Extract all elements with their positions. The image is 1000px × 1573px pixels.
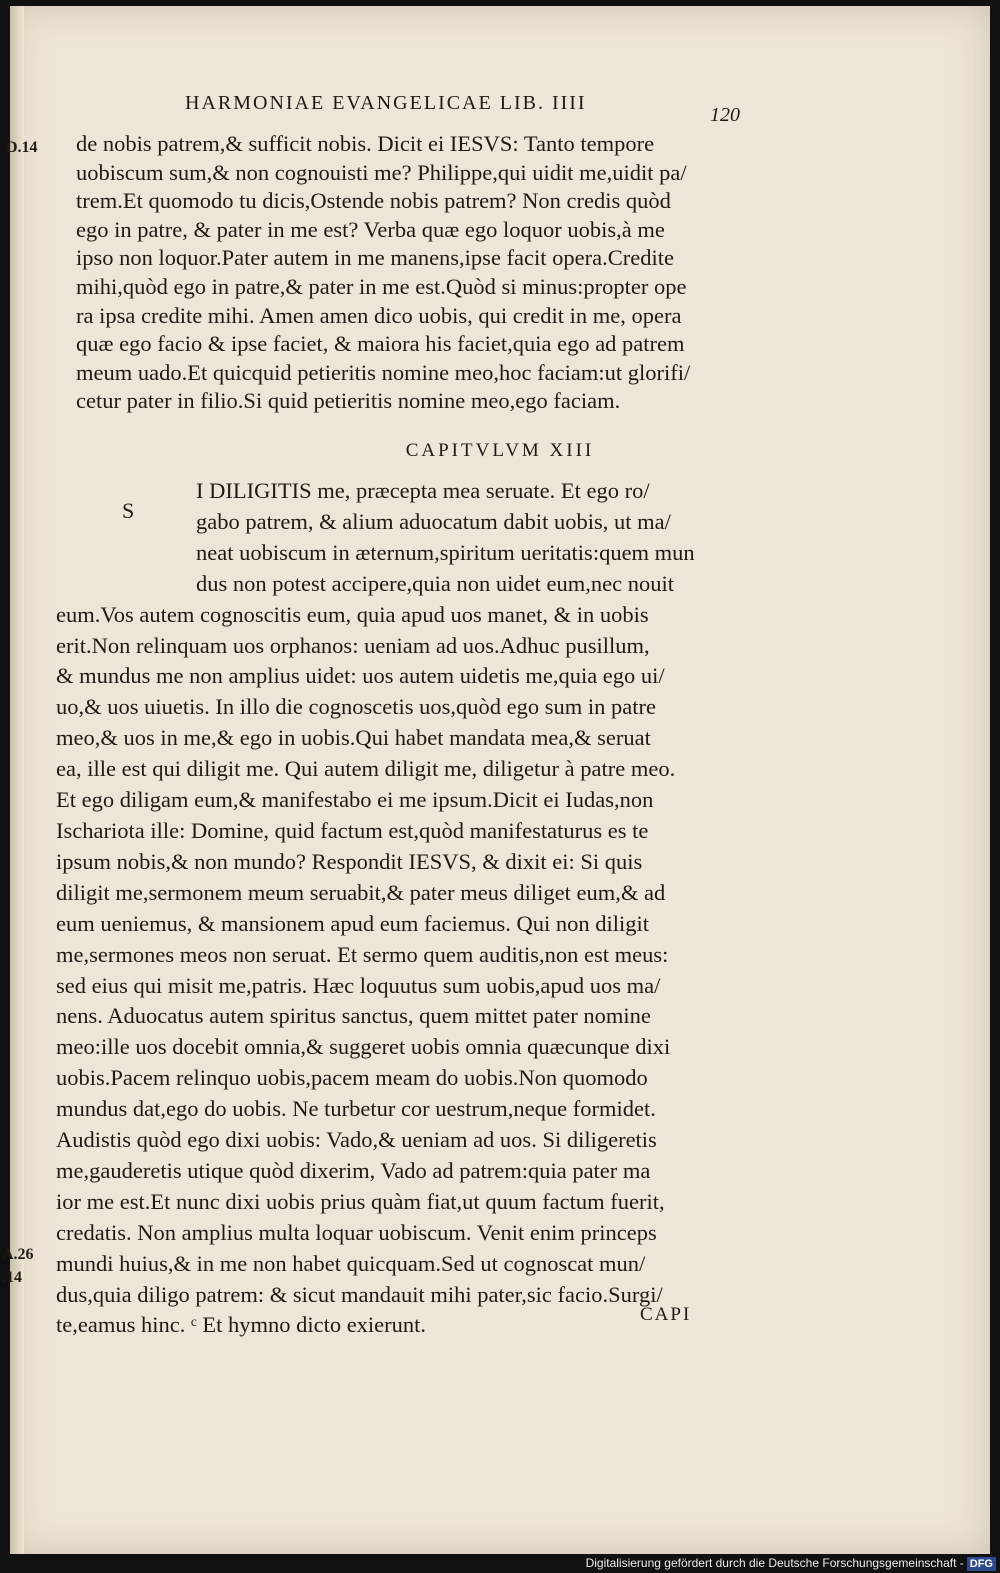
text-line: sed eius qui misit me,patris. Hæc loquutus sum uobis,apud uos ma/: [56, 972, 661, 998]
text-line: ipsum nobis,& non mundo? Respondit IESVS, & dixit ei: Si quis: [56, 848, 643, 874]
text-line: de nobis patrem,& sufficit nobis. Dicit ei IESVS: Tanto tempore: [76, 131, 655, 156]
text-line: cetur pater in filio.Si quid petieritis nomine meo,ego faciam.: [76, 388, 621, 414]
text-line: ra ipsa credite mihi. Amen amen dico uobis, qui credit in me, opera: [76, 302, 682, 328]
text-line: & mundus me non amplius uidet: uos autem uidetis me,quia ego ui/: [56, 663, 665, 689]
text-line: dus,quia diligo patrem: & sicut mandauit mihi pater,sic facio.Surgi/: [56, 1281, 663, 1307]
page-number: 120: [710, 104, 740, 126]
catchword: CAPI: [640, 1304, 692, 1325]
text-line: neat uobiscum in æternum,spiritum ueritatis:quem mun: [196, 539, 695, 565]
text-line: erit.Non relinquam uos orphanos: ueniam ad uos.Adhuc pusillum,: [56, 632, 650, 658]
text-line: me,gauderetis utique quòd dixerim, Vado ad patrem:quia pater ma: [56, 1157, 651, 1183]
text-line: mundi huius,& in me non habet quicquam.Sed ut cognoscat mun/: [56, 1250, 646, 1276]
text-line: quæ ego facio & ipse faciet, & maiora his faciet,quia ego ad patrem: [76, 331, 685, 357]
text-line: diligit me,sermonem meum seruabit,& pater meus diliget eum,& ad: [56, 879, 666, 905]
text-line: mihi,quòd ego in patre,& pater in me est.Quòd si minus:propter ope: [76, 273, 687, 299]
book-page: [2, 6, 990, 1554]
footer-text: Digitalisierung gefördert durch die Deutsche Forschungsgemeinschaft -: [585, 1556, 964, 1570]
text-line: meo:ille uos docebit omnia,& suggeret uobis omnia quæcunque dixi: [56, 1034, 671, 1060]
margin-note-top: D.14: [6, 139, 38, 156]
text-line: ego in patre, & pater in me est? Verba quæ ego loquor uobis,à me: [76, 216, 665, 242]
text-line: gabo patrem, & alium aduocatum dabit uobis, ut ma/: [196, 508, 671, 534]
text-line: uo,& uos uiuetis. In illo die cognoscetis uos,quòd ego sum in patre: [56, 694, 656, 720]
text-line: meum uado.Et quicquid petieritis nomine meo,hoc faciam:ut glorifi/: [76, 359, 691, 385]
text-line: uobiscum sum,& non cognouisti me? Philippe,qui uidit me,uidit pa/: [76, 159, 687, 185]
text-line: I DILIGITIS me, præcepta mea seruate. Et ego ro/: [196, 478, 650, 503]
running-head: HARMONIAE EVANGELICAE LIB. IIII: [185, 92, 587, 114]
text-line: me,sermones meos non seruat. Et sermo quem auditis,non est meus:: [56, 941, 669, 967]
text-line: mundus dat,ego do uobis. Ne turbetur cor uestrum,neque formidet.: [56, 1096, 656, 1122]
drop-initial: S: [122, 498, 135, 523]
text-line: Ischariota ille: Domine, quid factum est,quòd manifestaturus es te: [56, 817, 649, 843]
text-line: uobis.Pacem relinquo uobis,pacem meam do uobis.Non quomodo: [56, 1065, 648, 1091]
text-line: dus non potest accipere,quia non uidet eum,nec nouit: [196, 570, 674, 596]
chapter-heading: CAPITVLVM XIII: [405, 440, 595, 461]
text-line: eum ueniemus, & mansionem apud eum faciemus. Qui non diligit: [56, 910, 650, 936]
text-line: Audistis quòd ego dixi uobis: Vado,& ueniam ad uos. Si diligeretis: [56, 1127, 657, 1153]
text-line: te,eamus hinc. ᶜ Et hymno dicto exierunt.: [56, 1312, 427, 1338]
text-line: trem.Et quomodo tu dicis,Ostende nobis patrem? Non credis quòd: [76, 188, 671, 214]
page-gutter-shadow: [10, 6, 24, 1554]
margin-note-bottom-1: A.26: [2, 1246, 34, 1263]
text-line: meo,& uos in me,& ego in uobis.Qui habet mandata mea,& seruat: [56, 725, 651, 751]
text-line: ea, ille est qui diligit me. Qui autem diligit me, diligetur à patre meo.: [56, 756, 676, 782]
margin-note-bottom-2: .14: [2, 1269, 22, 1286]
text-line: credatis. Non amplius multa loquar uobiscum. Venit enim princeps: [56, 1219, 657, 1245]
dfg-logo-icon: DFG: [967, 1557, 996, 1571]
text-line: ior me est.Et nunc dixi uobis prius quàm fiat,ut quum factum fuerit,: [56, 1188, 665, 1214]
text-line: eum.Vos autem cognoscitis eum, quia apud uos manet, & in uobis: [56, 601, 649, 627]
text-line: ipso non loquor.Pater autem in me manens,ipse facit opera.Credite: [76, 245, 674, 271]
text-block-top: [76, 130, 744, 416]
text-line: Et ego diligam eum,& manifestabo ei me ipsum.Dicit ei Iudas,non: [56, 787, 654, 813]
dfg-footer: [0, 1554, 1000, 1573]
text-block-main: [56, 476, 746, 1341]
text-line: nens. Aduocatus autem spiritus sanctus, quem mittet pater nomine: [56, 1003, 651, 1029]
